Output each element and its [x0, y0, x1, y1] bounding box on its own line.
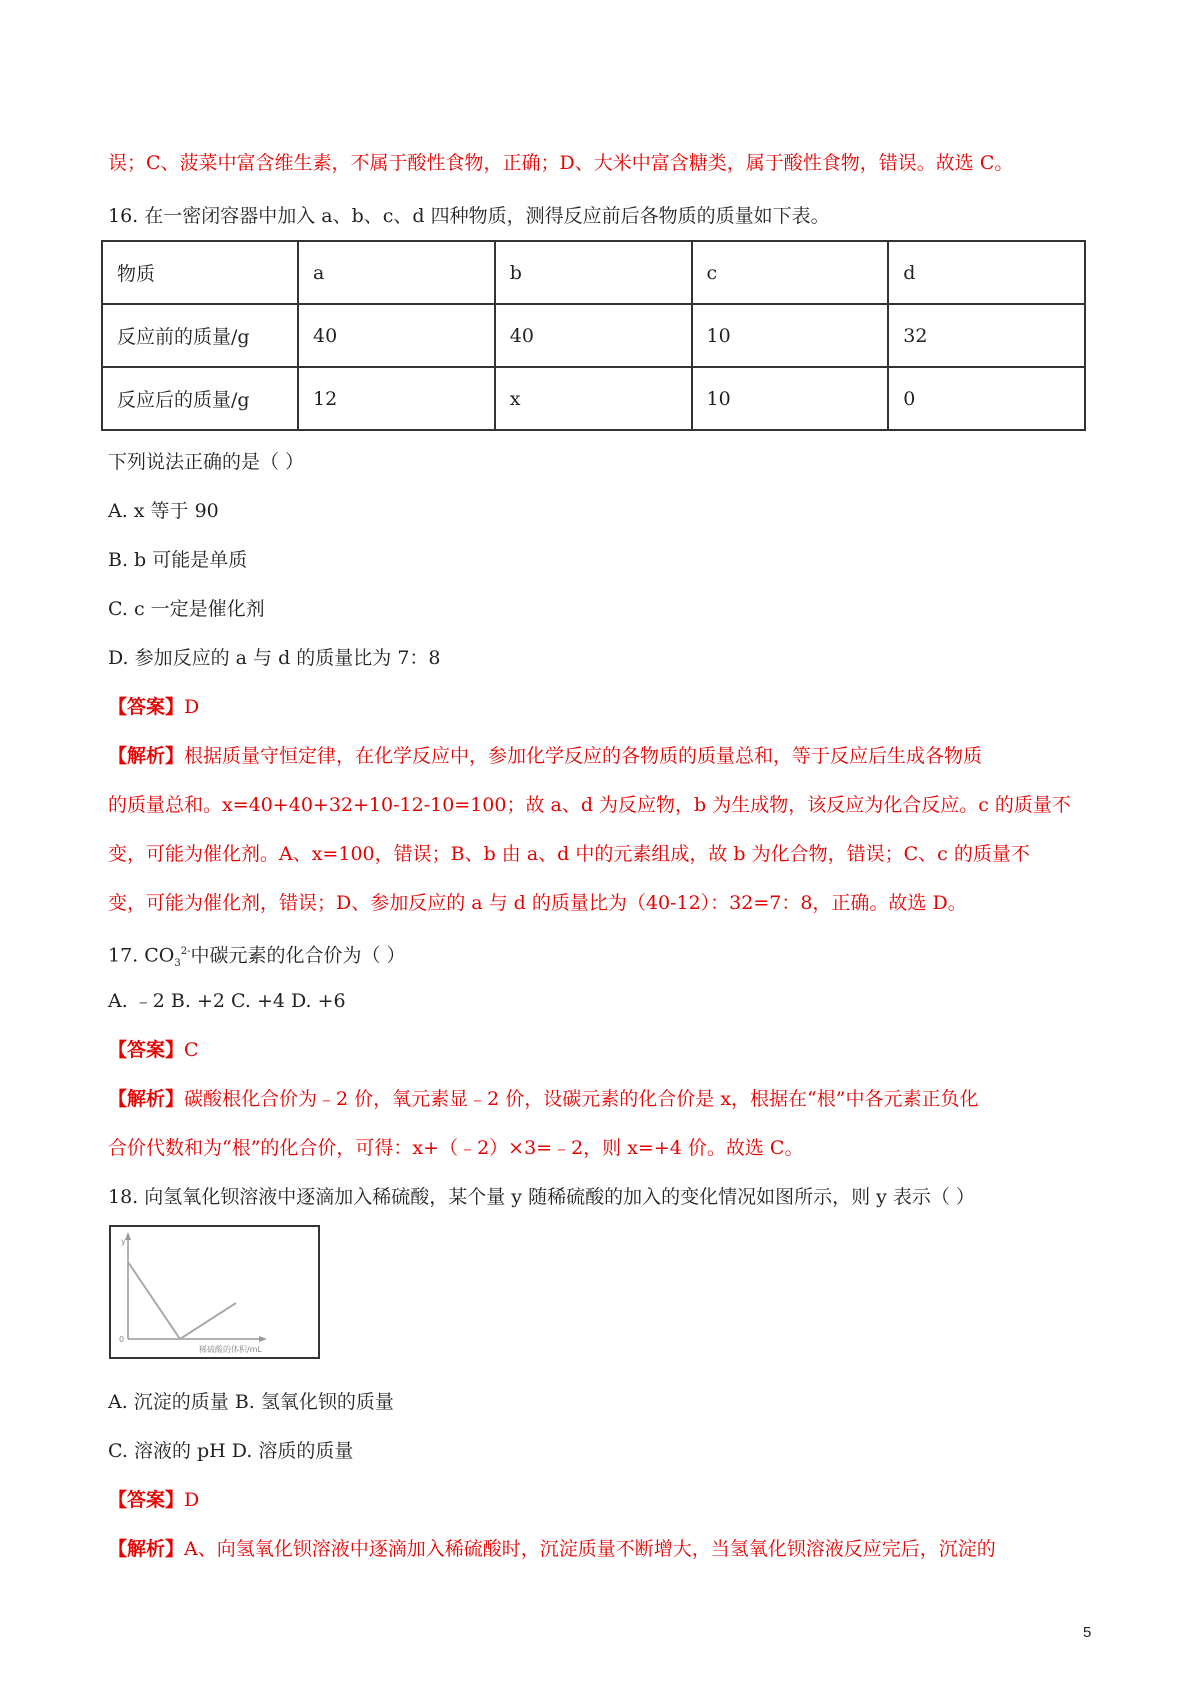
table-row: [102, 367, 1085, 430]
q16-answer: [108, 694, 199, 720]
answer-value: D: [184, 1489, 200, 1511]
q16-stem: 16. 在一密闭容器中加入 a、b、c、d 四种物质，测得反应前后各物质的质量如下表。: [108, 205, 830, 227]
q16-option-c: C. c 一定是催化剂: [108, 598, 265, 620]
curve-line: [128, 1262, 236, 1339]
q18-options-line-1: A. 沉淀的质量 B. 氢氧化钡的质量: [108, 1391, 394, 1413]
table-row: [102, 304, 1085, 367]
q17-analysis-line-1: [108, 1086, 978, 1112]
analysis-label: 【解析】: [108, 1088, 185, 1110]
table-cell: 10: [692, 367, 889, 430]
analysis-text: 碳酸根化合价为﹣2 价，氧元素显﹣2 价，设碳元素的化合价是 x，根据在“根”中各元素正负化: [184, 1088, 979, 1110]
origin-label: 0: [119, 1335, 125, 1344]
q17-answer: [108, 1037, 199, 1063]
answer-value: D: [184, 696, 200, 718]
q16-analysis-line-1: [108, 743, 982, 769]
q17-options: A. ﹣2 B. +2 C. +4 D. +6: [108, 990, 346, 1012]
table-cell: x: [495, 367, 692, 430]
table-header-row: [102, 241, 1085, 304]
q17-superscript: 2-: [180, 946, 191, 957]
answer-value: C: [184, 1039, 199, 1061]
q18-graph: [111, 1227, 318, 1357]
q16-mass-table: [101, 240, 1086, 431]
q17-analysis-line-2: 合价代数和为“根”的化合价，可得：x+（﹣2）×3=﹣2，则 x=+4 价。故选 C。: [108, 1137, 804, 1159]
x-axis-arrow: [259, 1336, 267, 1342]
answer-label: 【答案】: [108, 1489, 185, 1511]
table-cell: 物质: [102, 241, 298, 304]
table-cell: 反应前的质量/g: [102, 304, 298, 367]
x-axis-label: 稀硫酸的体积/mL: [199, 1345, 262, 1354]
q18-figure: [109, 1225, 320, 1359]
q18-answer: [108, 1487, 199, 1513]
q17-stem-prefix: 17. CO: [108, 944, 175, 967]
q16-analysis-line-4: 变，可能为催化剂，错误；D、参加反应的 a 与 d 的质量比为（40-12）：32=7：8，正确。故选 D。: [108, 892, 967, 914]
analysis-text: 根据质量守恒定律，在化学反应中，参加化学反应的各物质的质量总和，等于反应后生成各物质: [184, 745, 983, 767]
table-cell: 40: [298, 304, 495, 367]
q16-option-b: B. b 可能是单质: [108, 549, 248, 571]
q17-stem: [108, 939, 406, 977]
q17-stem-suffix: 中碳元素的化合价为（ ）: [190, 944, 406, 967]
q18-options-line-2: C. 溶液的 pH D. 溶质的质量: [108, 1440, 354, 1462]
table-cell: 40: [495, 304, 692, 367]
q16-analysis-line-3: 变，可能为催化剂。A、x=100，错误；B、b 由 a、d 中的元素组成，故 b 为化合物，错误；C、c 的质量不: [108, 843, 1030, 865]
page-number: 5: [1083, 1624, 1092, 1641]
answer-label: 【答案】: [108, 1039, 185, 1061]
q17-subscript: 3: [174, 958, 181, 970]
table-cell: d: [888, 241, 1085, 304]
q16-option-d: D. 参加反应的 a 与 d 的质量比为 7：8: [108, 647, 441, 669]
q16-option-a: A. x 等于 90: [108, 500, 219, 522]
table-cell: 0: [888, 367, 1085, 430]
q16-analysis-line-2: 的质量总和。x=40+40+32+10-12-10=100；故 a、d 为反应物，b 为生成物，该反应为化合反应。c 的质量不: [108, 794, 1071, 816]
prev-explanation-tail: 误；C、菠菜中富含维生素，不属于酸性食物，正确；D、大米中富含糖类，属于酸性食物，错误。故选 C。: [108, 152, 1014, 174]
table-cell: c: [692, 241, 889, 304]
analysis-label: 【解析】: [108, 745, 185, 767]
table-cell: 反应后的质量/g: [102, 367, 298, 430]
q18-stem: 18. 向氢氧化钡溶液中逐滴加入稀硫酸，某个量 y 随稀硫酸的加入的变化情况如图所示，则 y 表示（ ）: [108, 1186, 975, 1208]
table-cell: 10: [692, 304, 889, 367]
analysis-label: 【解析】: [108, 1538, 185, 1560]
table-cell: a: [298, 241, 495, 304]
y-axis-label: y: [121, 1237, 126, 1246]
table-cell: 12: [298, 367, 495, 430]
answer-label: 【答案】: [108, 696, 185, 718]
table-cell: 32: [888, 304, 1085, 367]
analysis-text: A、向氢氧化钡溶液中逐滴加入稀硫酸时，沉淀质量不断增大，当氢氧化钡溶液反应完后，沉淀的: [184, 1538, 996, 1560]
table-cell: b: [495, 241, 692, 304]
q16-prompt: 下列说法正确的是（ ）: [108, 451, 305, 473]
y-axis-arrow: [125, 1232, 131, 1240]
q18-analysis-line-1: [108, 1536, 996, 1562]
